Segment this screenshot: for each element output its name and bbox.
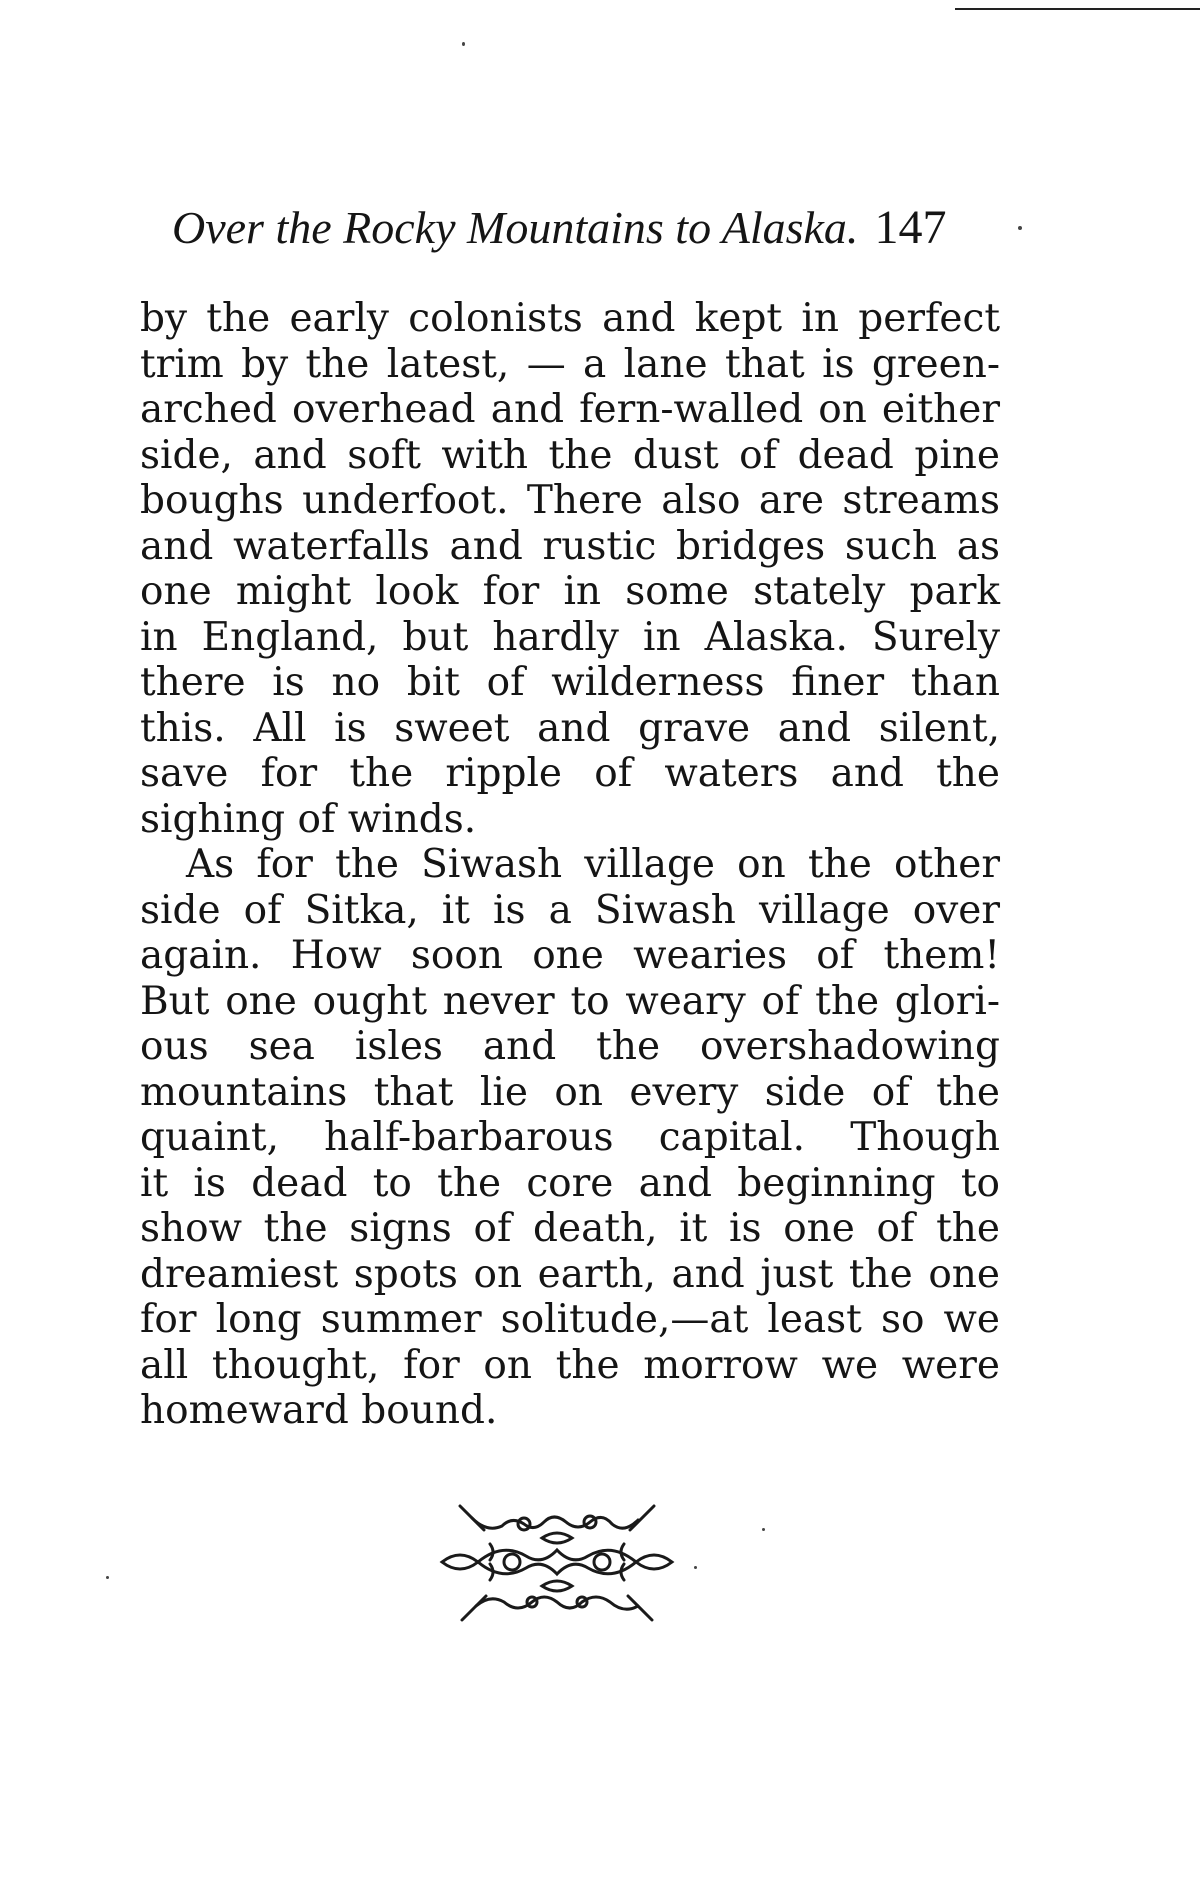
- text-line: sighing of winds.: [140, 796, 477, 842]
- text-line: by the early colonists and kept in perfect: [140, 296, 1000, 341]
- text-line: homeward bound.: [140, 1388, 498, 1433]
- text-line: dreamiest spots on earth, and just the one: [140, 1251, 1000, 1297]
- text-line: in England, but hardly in Alaska. Surely: [140, 614, 1000, 660]
- print-speck: [694, 1566, 697, 1569]
- text-line: all thought, for on the morrow we were: [140, 1342, 1000, 1388]
- paragraph-2: [140, 842, 1000, 1434]
- print-speck: [106, 1576, 109, 1579]
- running-header: [172, 192, 1012, 262]
- print-speck: [1018, 226, 1022, 230]
- text-line: for long summer solitude,—at least so we: [140, 1297, 1000, 1342]
- text-line: boughs underfoot. There also are streams: [140, 478, 1000, 523]
- text-line: ous sea isles and the overshadowing: [140, 1024, 1000, 1069]
- text-line: side, and soft with the dust of dead pine: [140, 432, 1000, 478]
- text-line: it is dead to the core and beginning to: [140, 1160, 1000, 1206]
- text-line: But one ought never to weary of the glori-: [140, 978, 1000, 1024]
- text-line: As for the Siwash village on the other: [186, 842, 1000, 887]
- running-title: Over the Rocky Mountains to Alaska.: [172, 202, 859, 253]
- text-line: side of Sitka, it is a Siwash village over: [140, 887, 1000, 933]
- text-line: one might look for in some stately park: [140, 569, 1000, 614]
- body-text: [140, 296, 1000, 1434]
- text-line: again. How soon one wearies of them!: [140, 933, 1000, 978]
- text-line: save for the ripple of waters and the: [140, 751, 1000, 796]
- print-speck: [462, 42, 465, 46]
- text-line: and waterfalls and rustic bridges such as: [140, 523, 1000, 569]
- text-line: mountains that lie on every side of the: [140, 1069, 1000, 1115]
- top-edge-rule: [955, 8, 1200, 10]
- text-line: show the signs of death, it is one of the: [140, 1206, 1000, 1251]
- text-line: arched overhead and fern-walled on either: [140, 387, 1000, 432]
- text-line: there is no bit of wilderness finer than: [140, 660, 1000, 705]
- page-number: 147: [874, 201, 947, 254]
- text-line: trim by the latest, — a lane that is green-: [140, 341, 1000, 387]
- text-line: quaint, half-barbarous capital. Though: [140, 1115, 1000, 1160]
- paragraph-1: [140, 296, 1000, 842]
- text-line: this. All is sweet and grave and silent,: [140, 705, 1000, 751]
- scrollwork-tailpiece-icon: [432, 1498, 682, 1628]
- print-speck: [762, 1528, 765, 1531]
